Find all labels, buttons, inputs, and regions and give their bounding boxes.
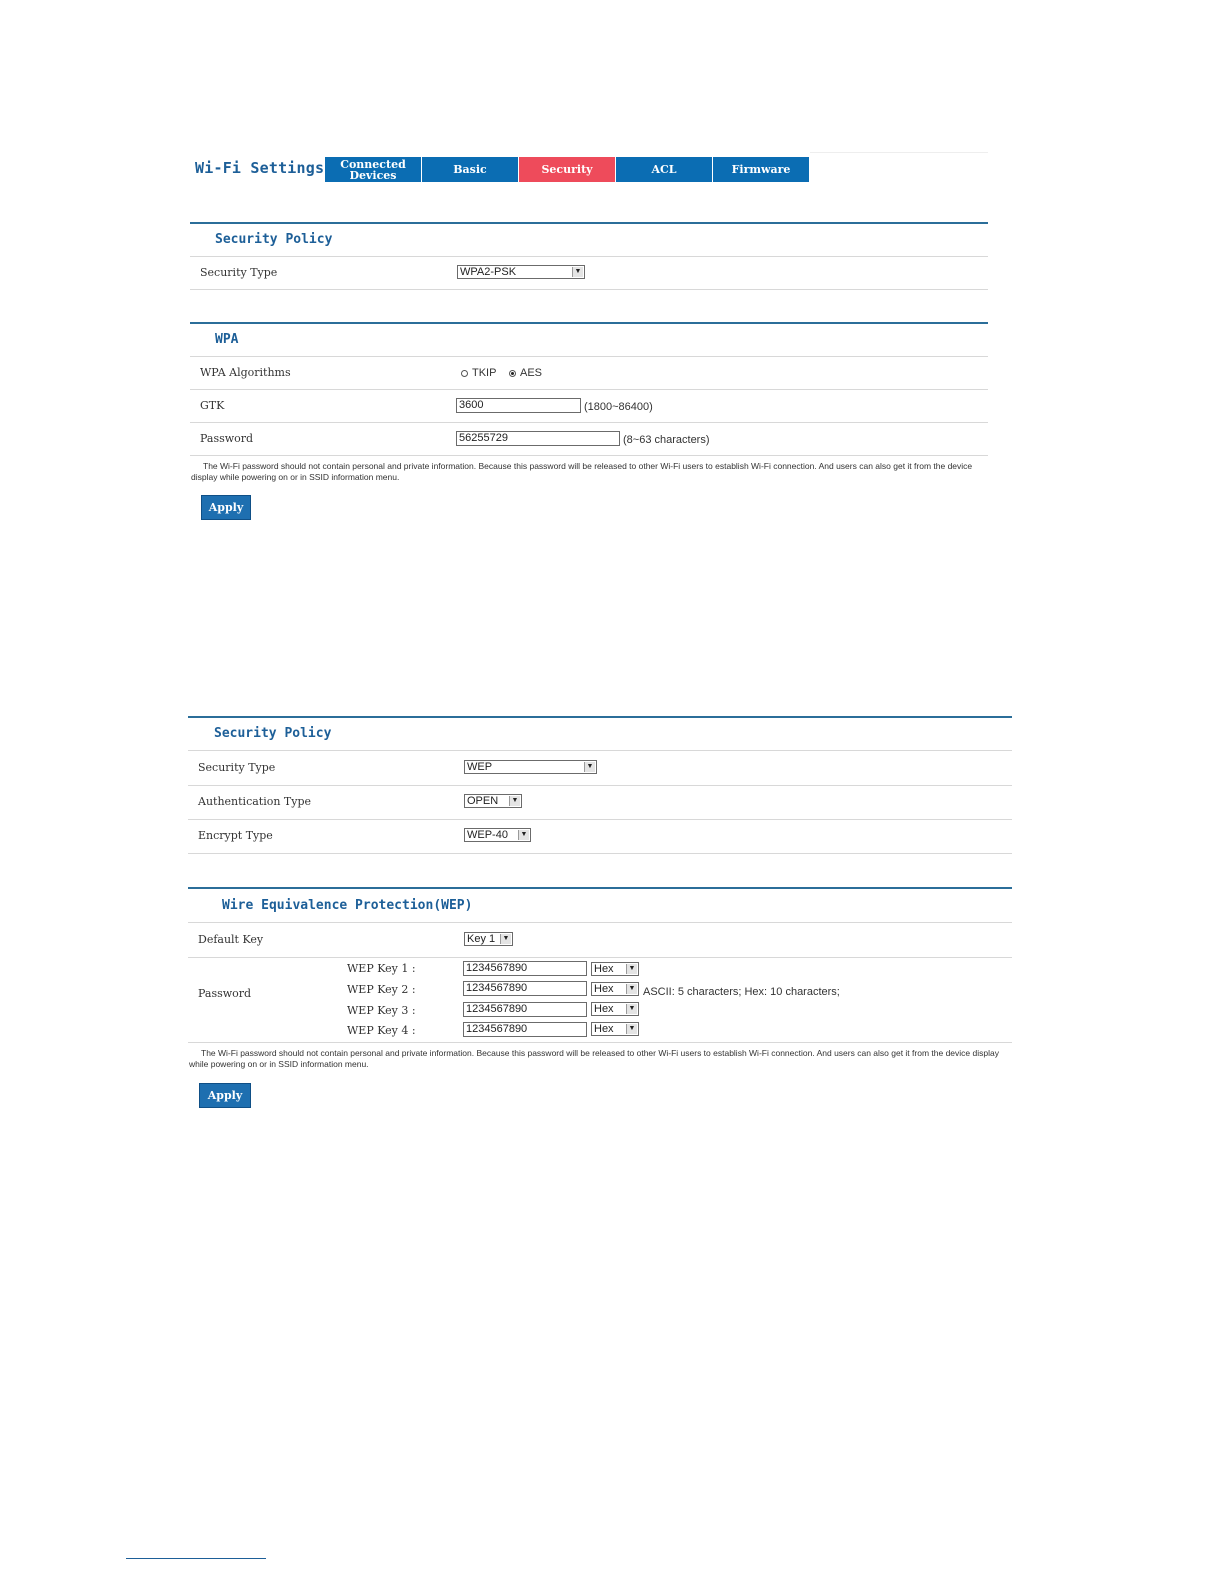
auth-type-value: OPEN [467,795,499,807]
chevron-down-icon: ▼ [509,796,520,806]
chevron-down-icon: ▼ [572,267,583,277]
tab-connected-devices[interactable]: Connected Devices [325,157,422,182]
wep-key-2-format-select[interactable] [591,982,639,996]
security-type-label: Security Type [200,266,278,279]
row-divider [190,256,988,257]
radio-tkip-label: TKIP [472,367,497,379]
password-input[interactable]: 56255729 [456,431,620,446]
radio-aes[interactable] [509,367,542,379]
tab-firmware[interactable]: Firmware [713,157,810,182]
wep-key-4-format-select[interactable] [591,1022,639,1036]
default-key-select[interactable] [464,932,513,946]
radio-aes-label: AES [520,367,543,379]
encrypt-type-value: WEP-40 [467,829,508,841]
section-divider [190,222,988,224]
row-divider [190,389,988,390]
tab-bar [325,157,810,182]
default-key-label: Default Key [198,933,264,946]
wep-key-1-format-select[interactable] [591,962,639,976]
apply-button[interactable]: Apply [201,495,251,520]
security-type-select[interactable] [457,265,585,279]
encrypt-type-select[interactable] [464,828,531,842]
security-type-value: WEP [467,761,493,773]
wpa-algorithms-label: WPA Algorithms [200,366,291,379]
tab-basic[interactable]: Basic [422,157,519,182]
security-type-select[interactable] [464,760,597,774]
wep-key-3-label: WEP Key 3 : [347,1004,416,1017]
auth-type-label: Authentication Type [198,795,312,808]
chevron-down-icon: ▼ [626,984,637,994]
wep-key-2-input[interactable]: 1234567890 [463,981,587,996]
default-key-value: Key 1 [467,933,496,945]
wep-key-2-label: WEP Key 2 : [347,983,416,996]
row-divider [188,785,1012,786]
row-divider [190,356,988,357]
encrypt-type-label: Encrypt Type [198,829,273,842]
row-divider [190,422,988,423]
gtk-hint: (1800~86400) [584,401,653,413]
wep-key-4-input[interactable]: 1234567890 [463,1022,587,1037]
section-divider [188,887,1012,889]
password-notice: The Wi-Fi password should not contain personal and private information. Because this password will be released to other Wi-Fi users to establish Wi-Fi connection. And users can also get it from the device display while powering on or in SSID information menu. [191,461,973,482]
wep-key-1-input[interactable]: 1234567890 [463,961,587,976]
wep-key-1-format: Hex [594,963,614,975]
chevron-down-icon: ▼ [626,1024,637,1034]
password-notice: The Wi-Fi password should not contain personal and private information. Because this password will be released to other Wi-Fi users to establish Wi-Fi connection. And users can also get it from the device display while powering on or in SSID information menu. [189,1048,999,1069]
row-divider [188,957,1012,958]
section-divider [188,716,1012,718]
row-divider [188,750,1012,751]
row-divider [188,1042,1012,1043]
auth-type-select[interactable] [464,794,522,808]
chevron-down-icon: ▼ [518,830,529,840]
wep-key-4-format: Hex [594,1023,614,1035]
wep-key-hint: ASCII: 5 characters; Hex: 10 characters; [643,986,840,998]
apply-button[interactable]: Apply [199,1083,251,1108]
wep-key-1-label: WEP Key 1 : [347,962,416,975]
security-type-value: WPA2-PSK [460,266,517,278]
wep-key-3-format-select[interactable] [591,1002,639,1016]
password-hint: (8~63 characters) [623,434,710,446]
row-divider [188,819,1012,820]
wpa-heading: WPA [215,332,239,347]
row-divider [190,289,988,290]
chevron-down-icon: ▼ [500,934,511,944]
radio-off-icon [461,370,468,377]
radio-tkip[interactable] [461,367,496,379]
chevron-down-icon: ▼ [626,964,637,974]
tab-acl[interactable]: ACL [616,157,713,182]
wep-key-4-label: WEP Key 4 : [347,1024,416,1037]
security-policy-heading: Security Policy [214,726,332,741]
password-label: Password [200,432,254,445]
row-divider [188,922,1012,923]
chevron-down-icon: ▼ [626,1004,637,1014]
security-type-label: Security Type [198,761,276,774]
gtk-input[interactable]: 3600 [456,398,581,413]
tabs-divider [810,152,988,153]
section-divider [190,322,988,324]
footnote-rule [126,1558,266,1559]
security-policy-heading: Security Policy [215,232,333,247]
row-divider [190,455,988,456]
wep-key-3-input[interactable]: 1234567890 [463,1002,587,1017]
wep-key-3-format: Hex [594,1003,614,1015]
wep-heading: Wire Equivalence Protection(WEP) [222,898,473,913]
gtk-label: GTK [200,399,225,412]
row-divider [188,853,1012,854]
wep-key-2-format: Hex [594,983,614,995]
radio-on-icon [509,370,516,377]
chevron-down-icon: ▼ [584,762,595,772]
page-title: Wi-Fi Settings [195,159,325,177]
tab-security[interactable]: Security [519,157,616,182]
wep-password-label: Password [198,987,252,1000]
